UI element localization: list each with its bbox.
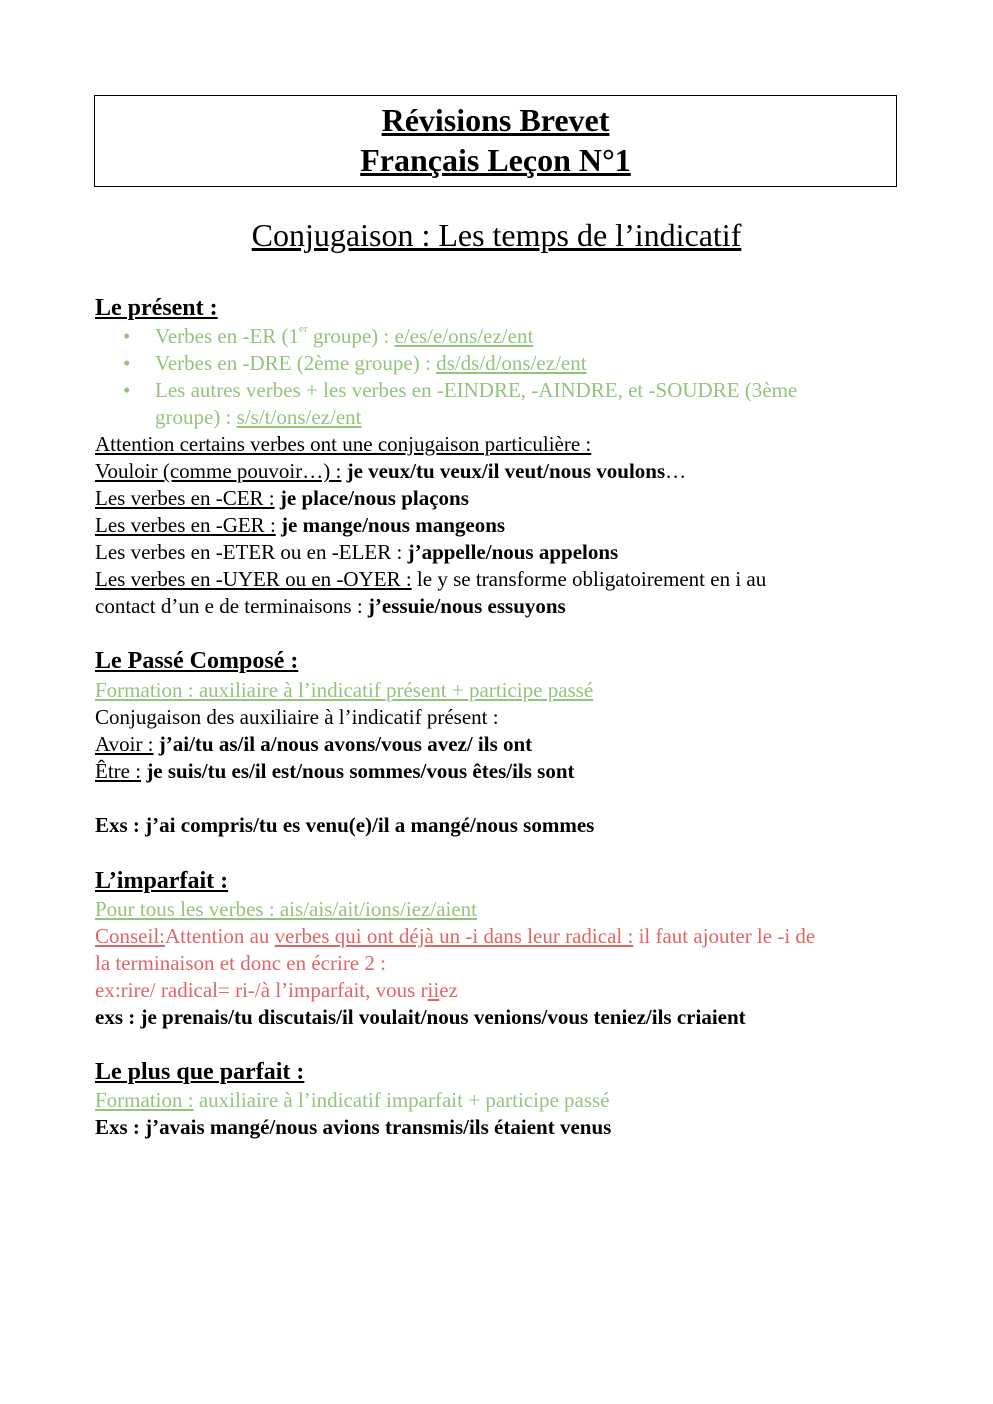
- imparfait-rule: Pour tous les verbes : ais/ais/ait/ions/iez/aient: [95, 897, 478, 921]
- etre-line: Être : je suis/tu es/il est/nous sommes/vous êtes/ils sont: [95, 759, 575, 783]
- eter-line: Les verbes en -ETER ou en -ELER : j’appelle/nous appelons: [95, 540, 619, 564]
- bullet-3-line-1: Les autres verbes + les verbes en -EINDRE, -AINDRE, et -SOUDRE (3ème: [155, 378, 798, 402]
- uyer-line-1: Les verbes en -UYER ou en -OYER : le y se transforme obligatoirement en i au: [95, 567, 767, 591]
- imparfait-examples: exs : je prenais/tu discutais/il voulait/nous venions/vous teniez/ils criaient: [95, 1005, 746, 1029]
- bullet-2-dot: •: [123, 351, 131, 375]
- passe-compose-examples: Exs : j’ai compris/tu es venu(e)/il a mangé/nous sommes: [95, 813, 595, 837]
- attention-note: Attention certains verbes ont une conjugaison particulière :: [95, 432, 592, 456]
- heading-plus-que-parfait: Le plus que parfait :: [95, 1059, 305, 1085]
- bullet-3-line-2: groupe) : s/s/t/ons/ez/ent: [155, 405, 362, 429]
- heading-present: Le présent :: [95, 295, 218, 321]
- conseil-line-1: Conseil:Attention au verbes qui ont déjà un -i dans leur radical : il faut ajouter le -i de: [95, 924, 816, 948]
- cer-line: Les verbes en -CER : je place/nous plaçons: [95, 486, 469, 510]
- ger-line: Les verbes en -GER : je mange/nous mangeons: [95, 513, 506, 537]
- vouloir-line: Vouloir (comme pouvoir…) : je veux/tu veux/il veut/nous voulons…: [95, 459, 687, 483]
- bullet-3-dot: •: [123, 378, 131, 402]
- title-line-2: Français Leçon N°1: [360, 142, 631, 178]
- plus-que-parfait-examples: Exs : j’avais mangé/nous avions transmis/ils étaient venus: [95, 1115, 612, 1139]
- heading-imparfait: L’imparfait :: [95, 868, 229, 894]
- uyer-line-2: contact d’un e de terminaisons : j’essuie/nous essuyons: [95, 594, 566, 618]
- passe-compose-formation: Formation : auxiliaire à l’indicatif présent + participe passé: [95, 678, 594, 702]
- subtitle: Conjugaison : Les temps de l’indicatif: [251, 217, 742, 253]
- title-line-1: Révisions Brevet: [381, 102, 610, 138]
- auxiliaire-intro: Conjugaison des auxiliaire à l’indicatif présent :: [95, 705, 499, 729]
- imparfait-example-rire: ex:rire/ radical= ri-/à l’imparfait, vous riiez: [95, 978, 458, 1002]
- heading-passe-compose: Le Passé Composé :: [95, 648, 299, 674]
- bullet-2: Verbes en -DRE (2ème groupe) : ds/ds/d/ons/ez/ent: [155, 351, 587, 375]
- plus-que-parfait-formation: Formation : auxiliaire à l’indicatif imparfait + participe passé: [95, 1088, 610, 1112]
- avoir-line: Avoir : j’ai/tu as/il a/nous avons/vous avez/ ils ont: [95, 732, 533, 756]
- conseil-line-2: la terminaison et donc en écrire 2 :: [95, 951, 386, 975]
- title-box: [94, 95, 897, 187]
- bullet-1-dot: •: [123, 324, 131, 348]
- bullet-1: Verbes en -ER (1er groupe) : e/es/e/ons/ez/ent: [155, 323, 534, 348]
